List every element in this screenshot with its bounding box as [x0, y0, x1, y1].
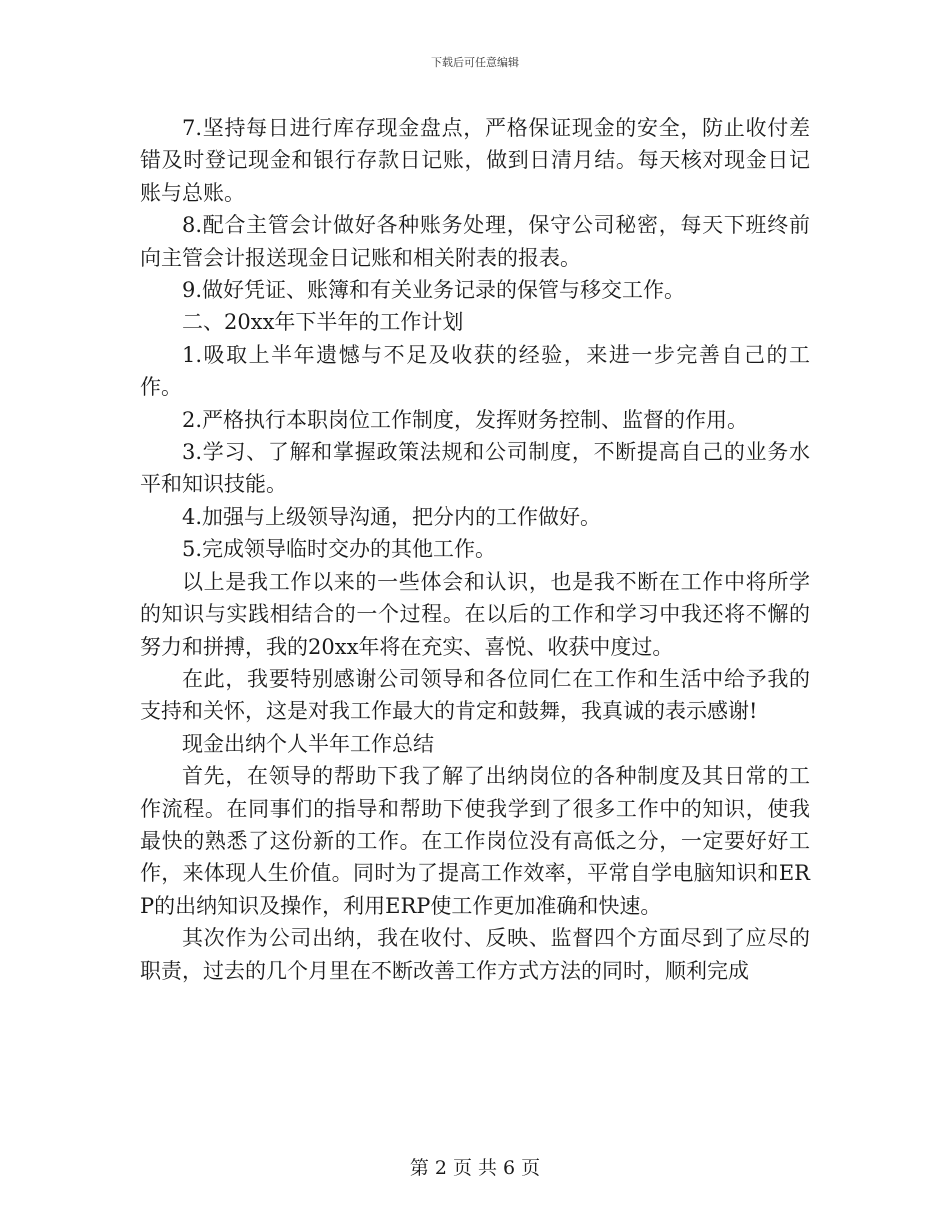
plan-item-5: 5.完成领导临时交办的其他工作。: [182, 537, 497, 562]
document-body: [140, 112, 810, 987]
section-heading-plan: 二、20xx年下半年的工作计划: [182, 310, 464, 335]
plan-item-4: 4.加强与上级领导沟通，把分内的工作做好。: [182, 504, 602, 529]
section-title-summary: 现金出纳个人半年工作总结: [182, 731, 434, 756]
paragraph-item-7: 7.坚持每日进行库存现金盘点，严格保证现金的安全，防止收付差错及时登记现金和银行存款日记账，做到日清月结。每天核对现金日记账与总账。: [140, 116, 810, 205]
plan-item-3: 3.学习、了解和掌握政策法规和公司制度，不断提高自己的业务水平和知识技能。: [140, 440, 810, 497]
summary-paragraph-1: 首先，在领导的帮助下我了解了出纳岗位的各种制度及其日常的工作流程。在同事们的指导和帮助下使我学到了很多工作中的知识，使我最快的熟悉了这份新的工作。在工作岗位没有高低之分，一定要好好工作，来体现人生价值。同时为了提高工作效率，平常自学电脑知识和ERP的出纳知识及操作，利用ERP使工作更加准确和快速。: [140, 764, 810, 918]
paragraph-item-9: 9.做好凭证、账簿和有关业务记录的保管与移交工作。: [182, 278, 686, 303]
thanks-paragraph: 在此，我要特别感谢公司领导和各位同仁在工作和生活中给予我的支持和关怀，这是对我工作最大的肯定和鼓舞，我真诚的表示感谢!: [140, 666, 810, 724]
plan-item-1: 1.吸取上半年遗憾与不足及收获的经验，来进一步完善自己的工作。: [140, 342, 810, 400]
page-header: 下载后可任意编辑: [431, 56, 519, 69]
closing-paragraph: 以上是我工作以来的一些体会和认识，也是我不断在工作中将所学的知识与实践相结合的一个过程。在以后的工作和学习中我还将不懈的努力和拼搏，我的20xx年将在充实、喜悦、收获中度过。: [140, 569, 810, 659]
summary-paragraph-2: 其次作为公司出纳，我在收付、反映、监督四个方面尽到了应尽的职责，过去的几个月里在不断改善工作方式方法的同时，顺利完成: [140, 926, 810, 983]
paragraph-item-8: 8.配合主管会计做好各种账务处理，保守公司秘密，每天下班终前向主管会计报送现金日记账和相关附表的报表。: [140, 213, 810, 270]
plan-item-2: 2.严格执行本职岗位工作制度，发挥财务控制、监督的作用。: [182, 407, 749, 432]
page-footer: 第 2 页 共 6 页: [409, 1157, 541, 1179]
